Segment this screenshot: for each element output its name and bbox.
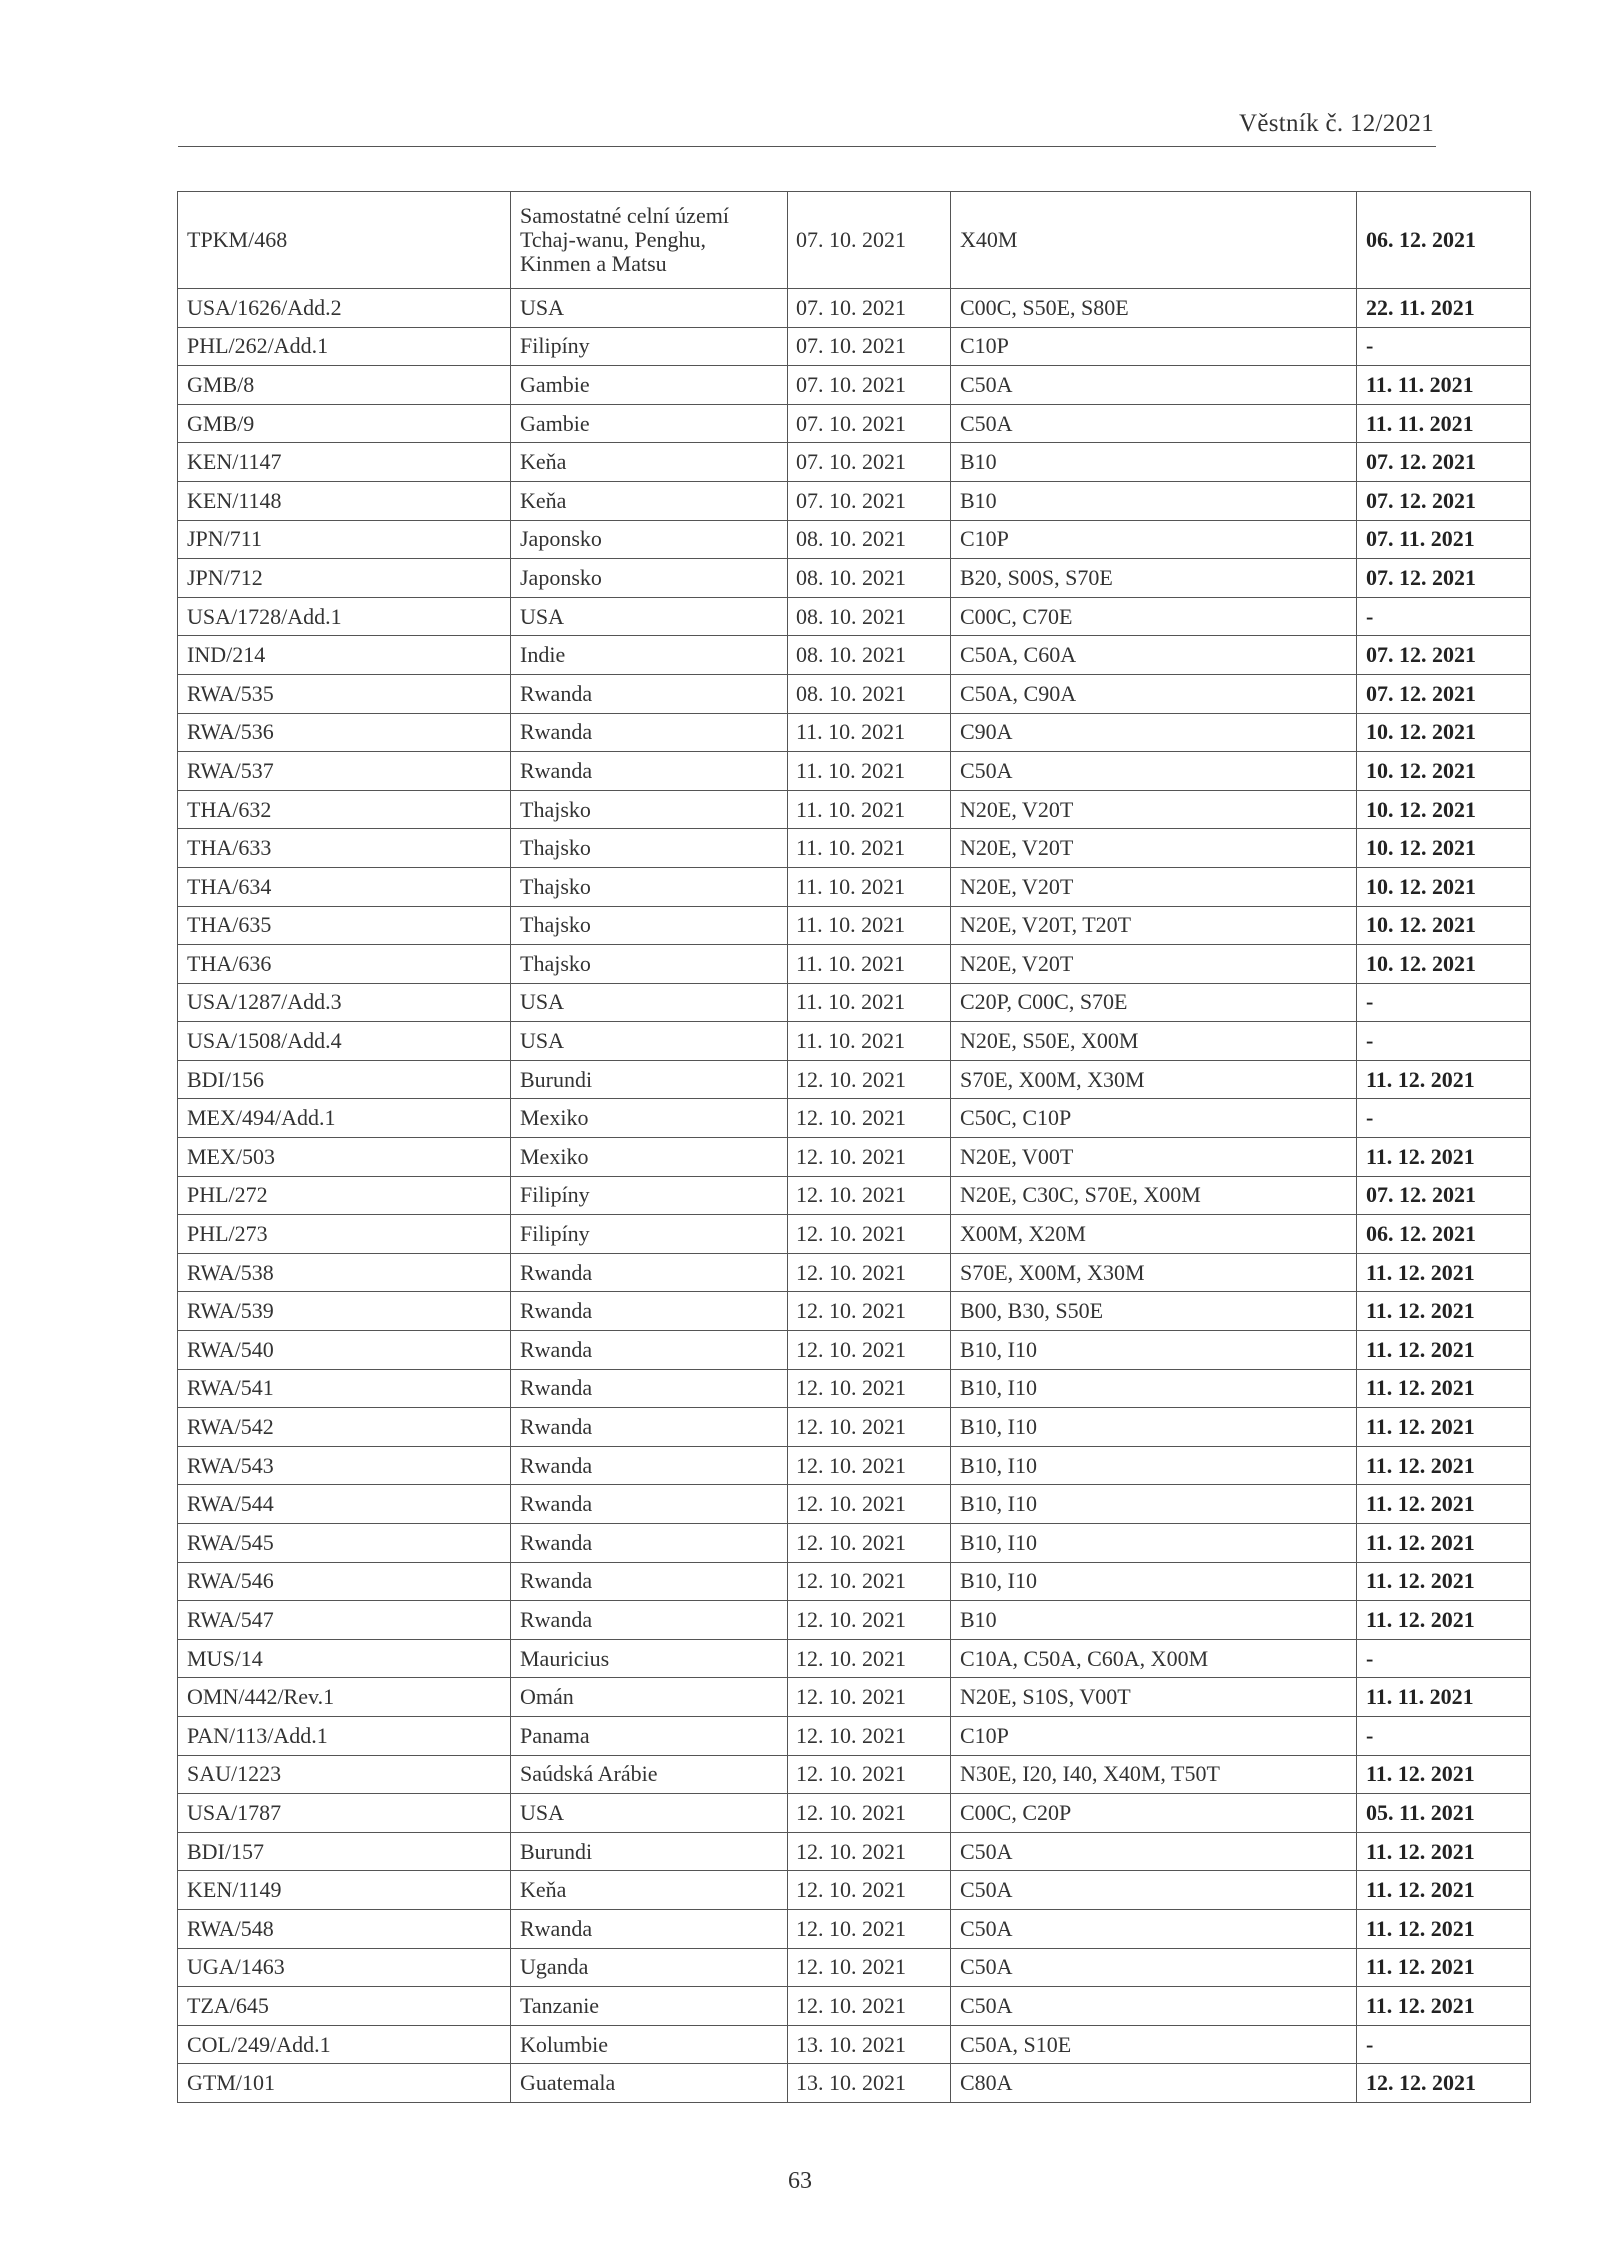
member-name: Rwanda xyxy=(511,674,788,713)
table-row xyxy=(178,289,1531,328)
notification-symbol: THA/636 xyxy=(178,945,511,984)
product-codes: B10, I10 xyxy=(951,1524,1357,1563)
product-codes: N20E, V20T, T20T xyxy=(951,906,1357,945)
member-name: Rwanda xyxy=(511,1562,788,1601)
product-codes: C50A xyxy=(951,1832,1357,1871)
notification-date: 12. 10. 2021 xyxy=(788,1639,951,1678)
comment-deadline: 11. 11. 2021 xyxy=(1357,1678,1531,1717)
notification-symbol: RWA/538 xyxy=(178,1253,511,1292)
comment-deadline: 10. 12. 2021 xyxy=(1357,752,1531,791)
notification-symbol: PHL/262/Add.1 xyxy=(178,327,511,366)
comment-deadline: 11. 12. 2021 xyxy=(1357,1871,1531,1910)
table-row xyxy=(178,790,1531,829)
notification-symbol: TZA/645 xyxy=(178,1987,511,2026)
notification-date: 12. 10. 2021 xyxy=(788,1408,951,1447)
notification-symbol: RWA/535 xyxy=(178,674,511,713)
notification-date: 12. 10. 2021 xyxy=(788,1948,951,1987)
notification-date: 12. 10. 2021 xyxy=(788,1099,951,1138)
product-codes: C10P xyxy=(951,520,1357,559)
product-codes: N20E, V00T xyxy=(951,1138,1357,1177)
product-codes: C10P xyxy=(951,327,1357,366)
notification-symbol: RWA/543 xyxy=(178,1446,511,1485)
notification-symbol: RWA/540 xyxy=(178,1331,511,1370)
notification-symbol: RWA/546 xyxy=(178,1562,511,1601)
comment-deadline: 11. 12. 2021 xyxy=(1357,1832,1531,1871)
product-codes: C00C, C20P xyxy=(951,1794,1357,1833)
comment-deadline: 11. 12. 2021 xyxy=(1357,1408,1531,1447)
comment-deadline: 11. 12. 2021 xyxy=(1357,1948,1531,1987)
notification-symbol: OMN/442/Rev.1 xyxy=(178,1678,511,1717)
comment-deadline: 11. 12. 2021 xyxy=(1357,1909,1531,1948)
table-row xyxy=(178,1369,1531,1408)
product-codes: C50A xyxy=(951,1909,1357,1948)
table-row xyxy=(178,1948,1531,1987)
member-name: USA xyxy=(511,1022,788,1061)
notification-date: 12. 10. 2021 xyxy=(788,1446,951,1485)
notification-date: 13. 10. 2021 xyxy=(788,2064,951,2103)
notification-date: 12. 10. 2021 xyxy=(788,1909,951,1948)
product-codes: C50A xyxy=(951,1948,1357,1987)
table-row xyxy=(178,2025,1531,2064)
notification-date: 12. 10. 2021 xyxy=(788,1215,951,1254)
member-name: Rwanda xyxy=(511,1909,788,1948)
comment-deadline: 11. 12. 2021 xyxy=(1357,1485,1531,1524)
member-name: Mexiko xyxy=(511,1099,788,1138)
table-row xyxy=(178,1485,1531,1524)
comment-deadline: 07. 12. 2021 xyxy=(1357,443,1531,482)
member-name: Filipíny xyxy=(511,327,788,366)
member-name: Thajsko xyxy=(511,790,788,829)
notification-symbol: RWA/544 xyxy=(178,1485,511,1524)
member-name: Omán xyxy=(511,1678,788,1717)
comment-deadline: - xyxy=(1357,1099,1531,1138)
table-row xyxy=(178,597,1531,636)
notification-date: 07. 10. 2021 xyxy=(788,192,951,289)
notification-symbol: THA/634 xyxy=(178,867,511,906)
table-row xyxy=(178,327,1531,366)
notification-symbol: RWA/539 xyxy=(178,1292,511,1331)
member-name: Thajsko xyxy=(511,867,788,906)
comment-deadline: 11. 12. 2021 xyxy=(1357,1446,1531,1485)
notification-symbol: RWA/537 xyxy=(178,752,511,791)
table-row xyxy=(178,1176,1531,1215)
product-codes: N20E, S10S, V00T xyxy=(951,1678,1357,1717)
notification-symbol: MEX/503 xyxy=(178,1138,511,1177)
comment-deadline: 11. 12. 2021 xyxy=(1357,1253,1531,1292)
table-row xyxy=(178,2064,1531,2103)
member-name: Thajsko xyxy=(511,945,788,984)
product-codes: C50A, C90A xyxy=(951,674,1357,713)
product-codes: C00C, S50E, S80E xyxy=(951,289,1357,328)
table-row xyxy=(178,674,1531,713)
table-body xyxy=(178,192,1531,2103)
table-row xyxy=(178,1022,1531,1061)
product-codes: B00, B30, S50E xyxy=(951,1292,1357,1331)
notification-date: 07. 10. 2021 xyxy=(788,327,951,366)
notification-date: 11. 10. 2021 xyxy=(788,867,951,906)
notification-date: 12. 10. 2021 xyxy=(788,1253,951,1292)
comment-deadline: 11. 12. 2021 xyxy=(1357,1369,1531,1408)
notification-symbol: KEN/1147 xyxy=(178,443,511,482)
member-name: Rwanda xyxy=(511,1292,788,1331)
comment-deadline: 10. 12. 2021 xyxy=(1357,867,1531,906)
journal-title: Věstník č. 12/2021 xyxy=(1239,110,1434,137)
table-row xyxy=(178,1755,1531,1794)
member-name: Japonsko xyxy=(511,559,788,598)
notification-symbol: RWA/548 xyxy=(178,1909,511,1948)
product-codes: N20E, V20T xyxy=(951,829,1357,868)
notification-symbol: GMB/9 xyxy=(178,404,511,443)
product-codes: N20E, V20T xyxy=(951,945,1357,984)
notification-symbol: PHL/272 xyxy=(178,1176,511,1215)
notification-symbol: PAN/113/Add.1 xyxy=(178,1716,511,1755)
member-name: Rwanda xyxy=(511,752,788,791)
notification-date: 07. 10. 2021 xyxy=(788,404,951,443)
member-name: Tanzanie xyxy=(511,1987,788,2026)
member-name: Rwanda xyxy=(511,1253,788,1292)
product-codes: B10, I10 xyxy=(951,1408,1357,1447)
product-codes: B20, S00S, S70E xyxy=(951,559,1357,598)
notification-symbol: RWA/547 xyxy=(178,1601,511,1640)
table-row xyxy=(178,1446,1531,1485)
product-codes: B10, I10 xyxy=(951,1369,1357,1408)
member-name: Rwanda xyxy=(511,1485,788,1524)
notification-symbol: PHL/273 xyxy=(178,1215,511,1254)
notification-date: 12. 10. 2021 xyxy=(788,1716,951,1755)
notification-symbol: TPKM/468 xyxy=(178,192,511,289)
product-codes: S70E, X00M, X30M xyxy=(951,1060,1357,1099)
table-row xyxy=(178,1253,1531,1292)
member-name: Mauricius xyxy=(511,1639,788,1678)
member-name: Rwanda xyxy=(511,713,788,752)
notification-symbol: USA/1728/Add.1 xyxy=(178,597,511,636)
notification-symbol: RWA/542 xyxy=(178,1408,511,1447)
member-name: Filipíny xyxy=(511,1176,788,1215)
notification-date: 12. 10. 2021 xyxy=(788,1369,951,1408)
notification-symbol: SAU/1223 xyxy=(178,1755,511,1794)
table-row xyxy=(178,1562,1531,1601)
table-row xyxy=(178,1099,1531,1138)
comment-deadline: 11. 12. 2021 xyxy=(1357,1601,1531,1640)
table-row xyxy=(178,867,1531,906)
notification-date: 08. 10. 2021 xyxy=(788,597,951,636)
member-name: Filipíny xyxy=(511,1215,788,1254)
notification-date: 12. 10. 2021 xyxy=(788,1331,951,1370)
member-name: Kolumbie xyxy=(511,2025,788,2064)
product-codes: C50A xyxy=(951,366,1357,405)
comment-deadline: 11. 12. 2021 xyxy=(1357,1060,1531,1099)
product-codes: C50A, S10E xyxy=(951,2025,1357,2064)
product-codes: B10 xyxy=(951,481,1357,520)
notification-date: 11. 10. 2021 xyxy=(788,983,951,1022)
notification-date: 07. 10. 2021 xyxy=(788,481,951,520)
product-codes: C50A xyxy=(951,404,1357,443)
notification-date: 12. 10. 2021 xyxy=(788,1755,951,1794)
table-row xyxy=(178,481,1531,520)
member-name: Rwanda xyxy=(511,1408,788,1447)
product-codes: C80A xyxy=(951,2064,1357,2103)
table-row xyxy=(178,1987,1531,2026)
product-codes: N20E, V20T xyxy=(951,867,1357,906)
product-codes: C00C, C70E xyxy=(951,597,1357,636)
table-row xyxy=(178,559,1531,598)
comment-deadline: - xyxy=(1357,597,1531,636)
comment-deadline: 11. 12. 2021 xyxy=(1357,1331,1531,1370)
comment-deadline: 10. 12. 2021 xyxy=(1357,713,1531,752)
member-name: Thajsko xyxy=(511,906,788,945)
notification-date: 12. 10. 2021 xyxy=(788,1832,951,1871)
table-row xyxy=(178,829,1531,868)
table-row xyxy=(178,1832,1531,1871)
comment-deadline: 07. 12. 2021 xyxy=(1357,481,1531,520)
notification-symbol: JPN/712 xyxy=(178,559,511,598)
comment-deadline: - xyxy=(1357,1022,1531,1061)
notification-date: 12. 10. 2021 xyxy=(788,1524,951,1563)
table-row xyxy=(178,1331,1531,1370)
member-name: Samostatné celní území Tchaj-wanu, Penghu, Kinmen a Matsu xyxy=(511,192,788,289)
comment-deadline: 11. 12. 2021 xyxy=(1357,1138,1531,1177)
notification-date: 12. 10. 2021 xyxy=(788,1987,951,2026)
comment-deadline: 06. 12. 2021 xyxy=(1357,1215,1531,1254)
notification-date: 11. 10. 2021 xyxy=(788,1022,951,1061)
product-codes: C50A, C60A xyxy=(951,636,1357,675)
member-name: Rwanda xyxy=(511,1524,788,1563)
notification-date: 12. 10. 2021 xyxy=(788,1060,951,1099)
member-name: Burundi xyxy=(511,1060,788,1099)
notification-symbol: THA/635 xyxy=(178,906,511,945)
notification-symbol: BDI/156 xyxy=(178,1060,511,1099)
notification-date: 12. 10. 2021 xyxy=(788,1678,951,1717)
comment-deadline: - xyxy=(1357,1716,1531,1755)
notification-symbol: RWA/536 xyxy=(178,713,511,752)
comment-deadline: 07. 12. 2021 xyxy=(1357,1176,1531,1215)
product-codes: B10 xyxy=(951,443,1357,482)
comment-deadline: 22. 11. 2021 xyxy=(1357,289,1531,328)
notification-date: 08. 10. 2021 xyxy=(788,559,951,598)
table-row xyxy=(178,752,1531,791)
notification-date: 13. 10. 2021 xyxy=(788,2025,951,2064)
comment-deadline: 11. 12. 2021 xyxy=(1357,1562,1531,1601)
table-row xyxy=(178,906,1531,945)
member-name: Mexiko xyxy=(511,1138,788,1177)
member-name: USA xyxy=(511,597,788,636)
comment-deadline: 10. 12. 2021 xyxy=(1357,906,1531,945)
notification-symbol: MUS/14 xyxy=(178,1639,511,1678)
notification-date: 12. 10. 2021 xyxy=(788,1138,951,1177)
table-row xyxy=(178,1678,1531,1717)
comment-deadline: 11. 12. 2021 xyxy=(1357,1755,1531,1794)
member-name: USA xyxy=(511,1794,788,1833)
notification-symbol: USA/1626/Add.2 xyxy=(178,289,511,328)
notification-date: 07. 10. 2021 xyxy=(788,289,951,328)
member-name: Thajsko xyxy=(511,829,788,868)
product-codes: C10A, C50A, C60A, X00M xyxy=(951,1639,1357,1678)
table-row xyxy=(178,1716,1531,1755)
notification-symbol: THA/632 xyxy=(178,790,511,829)
member-name: Japonsko xyxy=(511,520,788,559)
page-header xyxy=(178,110,1436,147)
table-row xyxy=(178,520,1531,559)
product-codes: C90A xyxy=(951,713,1357,752)
comment-deadline: 07. 12. 2021 xyxy=(1357,674,1531,713)
comment-deadline: 07. 12. 2021 xyxy=(1357,559,1531,598)
notification-symbol: IND/214 xyxy=(178,636,511,675)
notification-date: 11. 10. 2021 xyxy=(788,790,951,829)
table-row xyxy=(178,1601,1531,1640)
notification-date: 11. 10. 2021 xyxy=(788,752,951,791)
product-codes: C50C, C10P xyxy=(951,1099,1357,1138)
notification-date: 12. 10. 2021 xyxy=(788,1176,951,1215)
comment-deadline: 07. 11. 2021 xyxy=(1357,520,1531,559)
comment-deadline: 12. 12. 2021 xyxy=(1357,2064,1531,2103)
comment-deadline: 10. 12. 2021 xyxy=(1357,945,1531,984)
product-codes: B10 xyxy=(951,1601,1357,1640)
comment-deadline: 11. 12. 2021 xyxy=(1357,1987,1531,2026)
table-row xyxy=(178,1215,1531,1254)
member-name: Burundi xyxy=(511,1832,788,1871)
table-row xyxy=(178,983,1531,1022)
notification-date: 11. 10. 2021 xyxy=(788,713,951,752)
comment-deadline: 11. 12. 2021 xyxy=(1357,1292,1531,1331)
notification-symbol: KEN/1149 xyxy=(178,1871,511,1910)
table-row xyxy=(178,443,1531,482)
product-codes: X00M, X20M xyxy=(951,1215,1357,1254)
product-codes: X40M xyxy=(951,192,1357,289)
product-codes: S70E, X00M, X30M xyxy=(951,1253,1357,1292)
comment-deadline: - xyxy=(1357,1639,1531,1678)
notification-date: 12. 10. 2021 xyxy=(788,1601,951,1640)
notification-date: 08. 10. 2021 xyxy=(788,674,951,713)
product-codes: B10, I10 xyxy=(951,1485,1357,1524)
notification-symbol: KEN/1148 xyxy=(178,481,511,520)
table-row xyxy=(178,366,1531,405)
notification-date: 12. 10. 2021 xyxy=(788,1871,951,1910)
notification-date: 07. 10. 2021 xyxy=(788,443,951,482)
member-name: Rwanda xyxy=(511,1446,788,1485)
member-name: Gambie xyxy=(511,366,788,405)
notification-symbol: COL/249/Add.1 xyxy=(178,2025,511,2064)
table-row xyxy=(178,1909,1531,1948)
notification-symbol: USA/1787 xyxy=(178,1794,511,1833)
table-row xyxy=(178,1060,1531,1099)
notification-date: 12. 10. 2021 xyxy=(788,1562,951,1601)
page-number: 63 xyxy=(788,2168,812,2194)
comment-deadline: 11. 12. 2021 xyxy=(1357,1524,1531,1563)
comment-deadline: 11. 11. 2021 xyxy=(1357,404,1531,443)
product-codes: C50A xyxy=(951,1871,1357,1910)
notification-symbol: GMB/8 xyxy=(178,366,511,405)
product-codes: N20E, S50E, X00M xyxy=(951,1022,1357,1061)
table-row xyxy=(178,1138,1531,1177)
table-row xyxy=(178,1871,1531,1910)
notification-date: 08. 10. 2021 xyxy=(788,636,951,675)
notification-symbol: JPN/711 xyxy=(178,520,511,559)
member-name: Panama xyxy=(511,1716,788,1755)
comment-deadline: 05. 11. 2021 xyxy=(1357,1794,1531,1833)
notification-symbol: USA/1287/Add.3 xyxy=(178,983,511,1022)
notification-date: 12. 10. 2021 xyxy=(788,1292,951,1331)
table-row xyxy=(178,1408,1531,1447)
table-row xyxy=(178,192,1531,289)
product-codes: C50A xyxy=(951,1987,1357,2026)
comment-deadline: - xyxy=(1357,2025,1531,2064)
notification-date: 07. 10. 2021 xyxy=(788,366,951,405)
notification-date: 11. 10. 2021 xyxy=(788,906,951,945)
notification-symbol: USA/1508/Add.4 xyxy=(178,1022,511,1061)
member-name: USA xyxy=(511,983,788,1022)
table-row xyxy=(178,404,1531,443)
table-row xyxy=(178,636,1531,675)
notification-date: 11. 10. 2021 xyxy=(788,829,951,868)
product-codes: N20E, C30C, S70E, X00M xyxy=(951,1176,1357,1215)
member-name: Gambie xyxy=(511,404,788,443)
product-codes: N20E, V20T xyxy=(951,790,1357,829)
comment-deadline: 11. 11. 2021 xyxy=(1357,366,1531,405)
notification-symbol: THA/633 xyxy=(178,829,511,868)
member-name: Keňa xyxy=(511,1871,788,1910)
product-codes: B10, I10 xyxy=(951,1446,1357,1485)
table-row xyxy=(178,713,1531,752)
notification-date: 11. 10. 2021 xyxy=(788,945,951,984)
notification-date: 12. 10. 2021 xyxy=(788,1794,951,1833)
notification-symbol: BDI/157 xyxy=(178,1832,511,1871)
comment-deadline: 10. 12. 2021 xyxy=(1357,829,1531,868)
notification-symbol: RWA/541 xyxy=(178,1369,511,1408)
notification-date: 12. 10. 2021 xyxy=(788,1485,951,1524)
notification-symbol: UGA/1463 xyxy=(178,1948,511,1987)
notifications-table xyxy=(177,191,1531,2103)
table-row xyxy=(178,945,1531,984)
table-row xyxy=(178,1794,1531,1833)
comment-deadline: 10. 12. 2021 xyxy=(1357,790,1531,829)
comment-deadline: 06. 12. 2021 xyxy=(1357,192,1531,289)
notification-symbol: MEX/494/Add.1 xyxy=(178,1099,511,1138)
table-row xyxy=(178,1524,1531,1563)
product-codes: B10, I10 xyxy=(951,1562,1357,1601)
member-name: USA xyxy=(511,289,788,328)
member-name: Indie xyxy=(511,636,788,675)
member-name: Rwanda xyxy=(511,1601,788,1640)
table-row xyxy=(178,1292,1531,1331)
product-codes: C10P xyxy=(951,1716,1357,1755)
member-name: Rwanda xyxy=(511,1369,788,1408)
product-codes: B10, I10 xyxy=(951,1331,1357,1370)
product-codes: C20P, C00C, S70E xyxy=(951,983,1357,1022)
notification-symbol: RWA/545 xyxy=(178,1524,511,1563)
product-codes: C50A xyxy=(951,752,1357,791)
table-row xyxy=(178,1639,1531,1678)
comment-deadline: 07. 12. 2021 xyxy=(1357,636,1531,675)
member-name: Keňa xyxy=(511,443,788,482)
comment-deadline: - xyxy=(1357,327,1531,366)
notification-symbol: GTM/101 xyxy=(178,2064,511,2103)
member-name: Rwanda xyxy=(511,1331,788,1370)
member-name: Keňa xyxy=(511,481,788,520)
member-name: Guatemala xyxy=(511,2064,788,2103)
member-name: Uganda xyxy=(511,1948,788,1987)
notification-date: 08. 10. 2021 xyxy=(788,520,951,559)
comment-deadline: - xyxy=(1357,983,1531,1022)
product-codes: N30E, I20, I40, X40M, T50T xyxy=(951,1755,1357,1794)
member-name: Saúdská Arábie xyxy=(511,1755,788,1794)
